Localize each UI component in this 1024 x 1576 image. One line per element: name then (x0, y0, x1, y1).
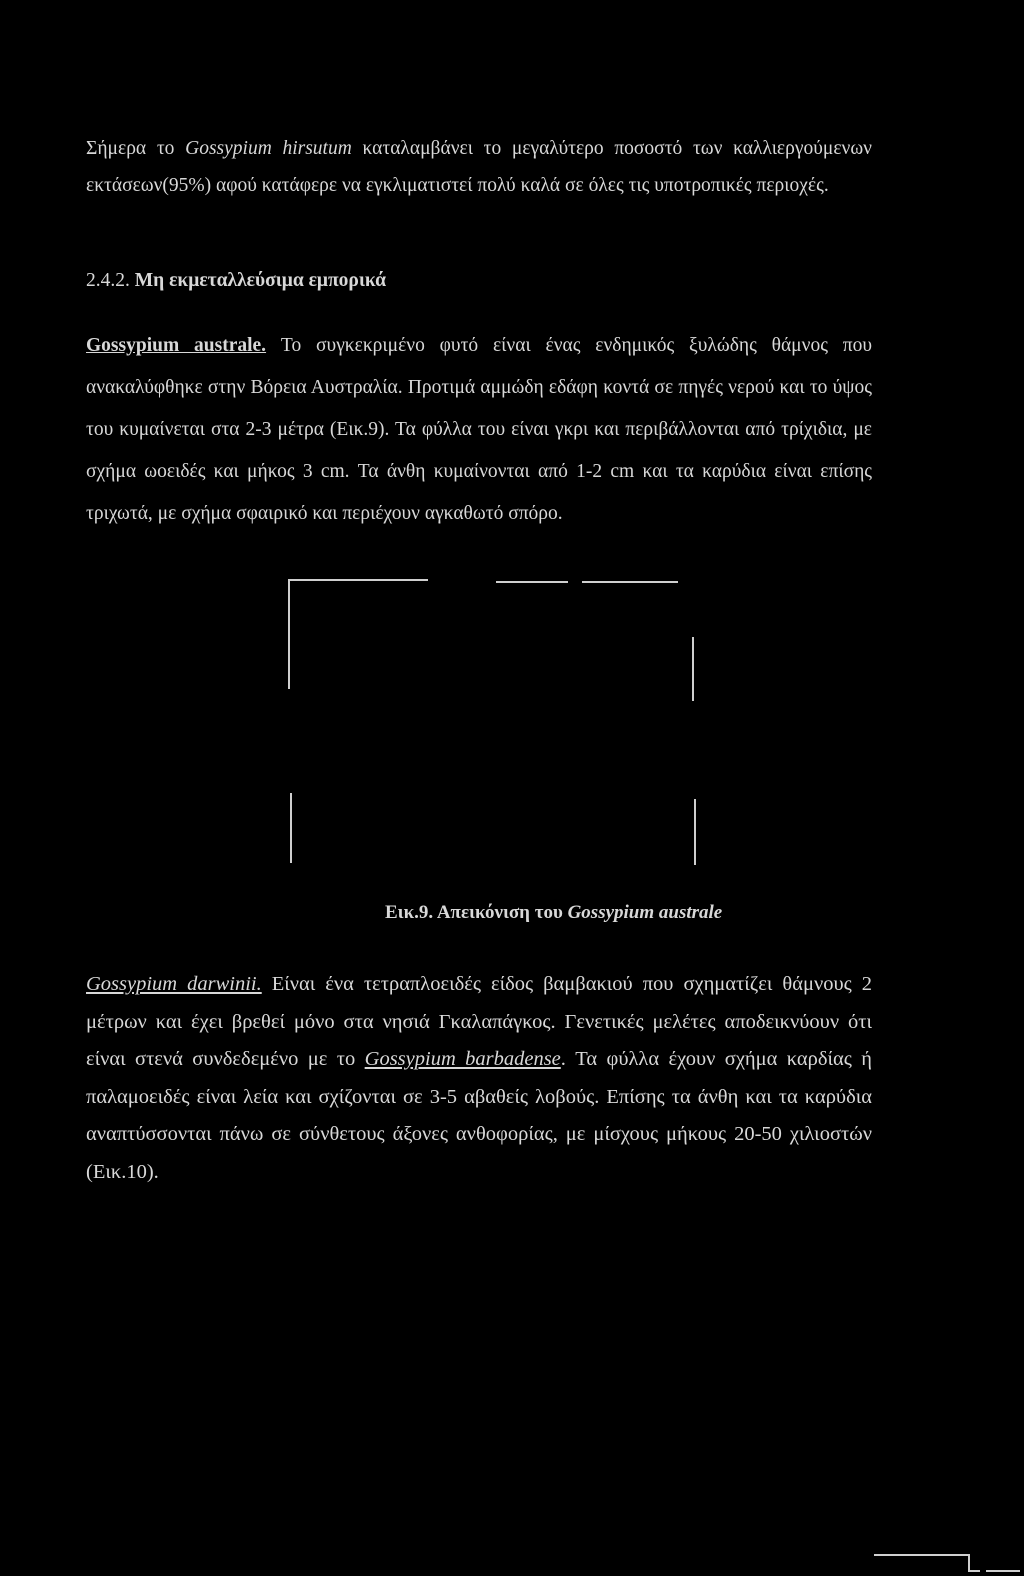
figure-frame-right-upper (692, 637, 694, 701)
figure-frame-left-upper (288, 579, 290, 689)
species-australe: Gossypium australe. (86, 335, 267, 356)
paragraph-hirsutum (86, 130, 872, 204)
figure-frame-right-lower (694, 799, 696, 865)
species-barbadense: Gossypium barbadense (364, 1048, 561, 1070)
paragraph3-text-start: Είναι ένα τετραπλοειδές είδος βαμβακιού που σχηματίζει θάμνους 2 μέτρων και έχει βρεθεί μόνο στα νησιά Γκαλαπάγκος. Γενετικές μελέτες αποδεικνύουν ότι είναι στενά συνδεδεμένο με το (86, 973, 872, 1070)
footer-rule-line-2 (968, 1554, 970, 1570)
figure-frame-top-mid (496, 581, 568, 583)
paragraph-australe (86, 325, 872, 535)
figure-frame-top-left (288, 579, 428, 581)
paragraph1-text-start: Σήμερα το (86, 138, 186, 159)
paragraph2-text: Το συγκεκριμένο φυτό είναι ένας ενδημικός ξυλώδης θάμνος που ανακαλύφθηκε στην Βόρεια Αυστραλία. Προτιμά αμμώδη εδάφη κοντά σε πηγές νερού και το ύψος του κυμαίνεται στα 2-3 μέτρα (Εικ.9). Τα φύλλα του είναι γκρι και περιβάλλονται από τρίχιδια, με σχήμα ωοειδές και μήκος 3 cm. Τα άνθη κυμαίνονται από 1-2 cm και τα καρύδια είναι επίσης τριχωτά, με σχήμα σφαιρικό και περιέχουν αγκαθωτό σπόρο. (86, 335, 873, 524)
section-title: Μη εκμεταλλεύσιμα εμπορικά (134, 270, 387, 291)
footer-rule-line-3 (968, 1570, 980, 1572)
figure-frame-left-lower (290, 793, 292, 863)
section-number: 2.4.2. (86, 270, 130, 291)
paragraph1-text-end: καταλαμβάνει το μεγαλύτερο ποσοστό των καλλιεργούμενων εκτάσεων(95%) αφού κατάφερε να εγκλιματιστεί πολύ καλά σε όλες τις υποτροπικές περιοχές. (86, 138, 872, 196)
species-hirsutum: Gossypium hirsutum (185, 138, 352, 159)
footer-rule-mark (874, 1546, 1024, 1576)
footer-rule-line-4 (986, 1570, 1020, 1572)
caption-prefix: Εικ.9. Απεικόνιση του (385, 902, 568, 923)
figure-placeholder (288, 577, 698, 867)
figure-caption (385, 902, 722, 924)
section-heading (86, 270, 386, 292)
species-darwinii: Gossypium darwinii. (86, 973, 262, 995)
paragraph-darwinii (86, 966, 872, 1191)
paragraph3-text-end: . Τα φύλλα έχουν σχήμα καρδίας ή παλαμοειδές είναι λεία και σχίζονται σε 3-5 αβαθείς λοβούς. Επίσης τα άνθη και τα καρύδια αναπτύσσονται πάνω σε σύνθετους άξονες ανθοφορίας, με μίσχους μήκους 20-50 χιλιοστών (Εικ.10). (86, 1048, 872, 1183)
footer-rule-line-1 (874, 1554, 968, 1556)
figure-frame-top-right (582, 581, 678, 583)
caption-species: Gossypium australe (567, 902, 723, 923)
